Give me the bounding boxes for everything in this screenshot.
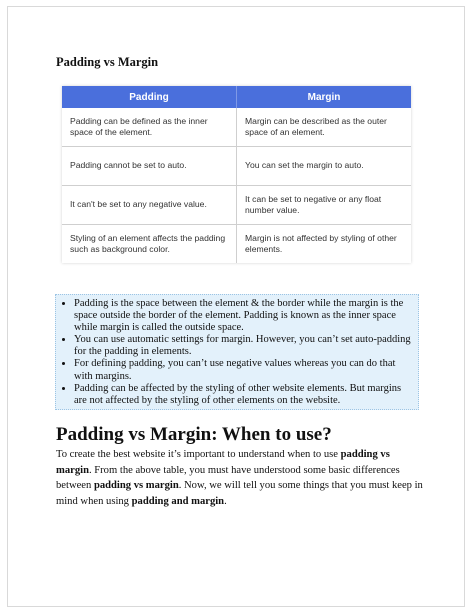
table-cell: Styling of an element affects the padding such as background color. <box>62 225 237 264</box>
table-row <box>62 225 411 264</box>
list-item: • Padding is the space between the element & the border while the margin is the space outside the border of the element. Padding is known as the inner space while margin is called the outside space. <box>74 298 414 334</box>
list-item: • Padding can be affected by the styling of other website elements. But margins are not affected by the styling of other elements on the website. <box>74 383 414 407</box>
table-row <box>62 147 411 186</box>
table-cell: It can't be set to any negative value. <box>62 186 237 225</box>
paragraph-bold-term: padding and margin <box>131 495 225 507</box>
table-row <box>62 186 411 225</box>
table-cell: You can set the margin to auto. <box>237 147 412 186</box>
table-row <box>62 108 411 147</box>
paragraph-text: . Now, we will tell you some things that you must keep in mind when using <box>56 480 423 507</box>
column-header-margin: Margin <box>237 86 412 108</box>
table-cell: Margin is not affected by styling of other elements. <box>237 225 412 264</box>
paragraph-bold-term: padding vs margin <box>56 449 390 476</box>
table-cell: Margin can be described as the outer space of an element. <box>237 108 412 147</box>
paragraph-text: . From the above table, you must have understood some basic differences between <box>56 464 400 492</box>
column-header-padding: Padding <box>62 86 237 108</box>
section-heading: Padding vs Margin: When to use? <box>56 424 332 445</box>
section-title: Padding vs Margin <box>56 55 159 69</box>
bullet-list <box>60 298 414 407</box>
table-cell: It can be set to negative or any float number value. <box>237 186 412 225</box>
body-paragraph <box>56 447 424 509</box>
bullet-summary-box <box>55 294 419 410</box>
table-cell: Padding cannot be set to auto. <box>62 147 237 186</box>
table-header-row <box>62 86 411 108</box>
list-item: • You can use automatic settings for margin. However, you can’t set auto-padding for the padding in elements. <box>74 334 414 358</box>
table-cell: Padding can be defined as the inner space of the element. <box>62 108 237 147</box>
paragraph-bold-term: padding vs margin <box>93 480 179 492</box>
comparison-table <box>62 86 411 263</box>
list-item: • For defining padding, you can’t use negative values whereas you can do that with margins. <box>74 358 414 382</box>
paragraph-text: To create the best website it’s important to understand when to use <box>56 449 341 460</box>
paragraph-text: . <box>224 495 227 507</box>
